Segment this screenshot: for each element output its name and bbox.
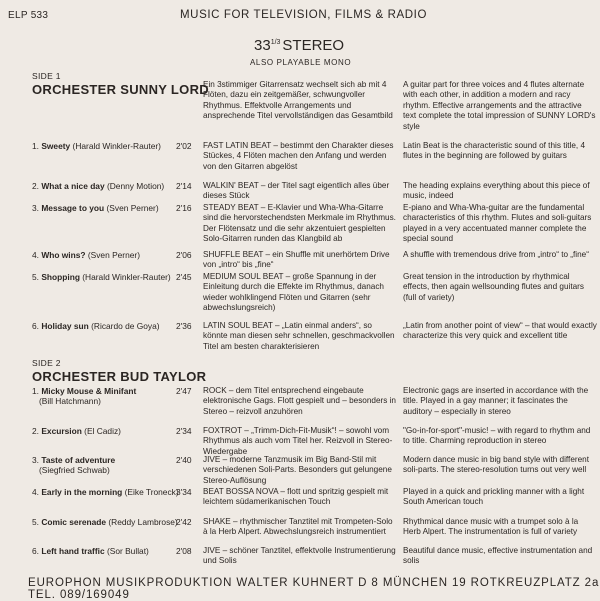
track-duration: 2'45 [176,272,192,282]
track-desc-en: Rhythmical dance music with a trumpet solo à la Herb Alpert. The instrumentation is full of variety [403,517,579,537]
speed-fraction: 1/3 [270,39,281,46]
side-1-intro-en: A guitar part for three voices and 4 flutes alternate with each other, in addition a modern and racy rhythm. Effective arrangements and the attractive text complete the total impression of SUNNY LORD's style [403,80,596,131]
track-desc-en: Beautiful dance music, effective instrumentation and solis [403,546,593,566]
track-desc-de: MEDIUM SOUL BEAT – große Spannung in der Einleitung durch die Effekte im Rhythmus, danach wieder wohlklingend Flöten und Gitarren (sehr abwechslungsreich) [203,272,384,313]
speed-label [254,37,344,54]
side-2-label: SIDE 2 [32,358,61,368]
track-desc-en: Electronic gags are inserted in accordance with the title. Played in a gay manner; it fascinates the auditory – especially in stereo [403,386,589,416]
track-title: 6. Holiday sun (Ricardo de Goya) [32,321,160,331]
track-duration: 2'02 [176,141,192,151]
track-title: 2. Excursion (El Cadiz) [32,426,121,436]
side-1-intro-de: Ein 3stimmiger Gitarrensatz wechselt sich ab mit 4 Flöten, dazu ein zeitgemäßer, schwungvoller Rhythmus. Effektvolle Arrangements und ansprechende Titel vervollständigen das Gesamtbild [203,80,393,121]
track-desc-en: The heading explains everything about this piece of music, indeed [403,181,590,201]
track-duration: 2'14 [176,181,192,191]
publisher-address: EUROPHON MUSIKPRODUKTION WALTER KUHNERT D 8 MÜNCHEN 19 ROTKREUZPLATZ 2a TEL. 089/169049 [28,577,600,601]
track-desc-de: WALKIN' BEAT – der Titel sagt eigentlich alles über dieses Stück [203,181,390,201]
track-desc-de: SHAKE – rhythmischer Tanztitel mit Trompeten-Solo à la Herb Alpert. Abwechslungsreich instrumentiert [203,517,393,537]
track-title: 5. Comic serenade (Reddy Lambrose) [32,517,178,527]
track-desc-en: Latin Beat is the characteristic sound of this title, 4 flutes in the beginning are followed by guitars [403,141,586,161]
track-duration: 2'08 [176,546,192,556]
stereo-label: STEREO [282,37,345,54]
track-duration: 2'42 [176,517,192,527]
side-1-label: SIDE 1 [32,71,61,81]
track-desc-en: A shuffle with tremendous drive from „intro“ to „fine“ [403,250,589,259]
mono-note: ALSO PLAYABLE MONO [250,58,352,67]
track-desc-de: STEADY BEAT – E-Klavier und Wha-Wha-Gitarre sind die hervorstechendsten Merkmale im Rhythmus. Der Flötensatz und die sehr akzentuiert gespielten Solo-Gitarren runden das Klangbild ab [203,203,396,244]
track-desc-en: Played in a quick and prickling manner with a light South American touch [403,487,585,507]
track-duration: 2'16 [176,203,192,213]
track-duration: 2'40 [176,455,192,465]
track-desc-de: JIVE – moderne Tanzmusik im Big Band-Stil mit verschiedenen Soli-Parts. Besonders gut gelungene Stereo-Auflösung [203,455,392,485]
track-duration: 2'47 [176,386,192,396]
track-title: 6. Left hand traffic (Sor Bullat) [32,546,149,556]
track-title: 3. Message to you (Sven Perner) [32,203,159,213]
track-desc-en: "Go-in-for-sport"-music! – with regard to rhythm and to title. Charming reproduction in stereo [403,426,591,446]
track-title: 2. What a nice day (Denny Motion) [32,181,165,191]
track-title: 4. Who wins? (Sven Perner) [32,250,140,260]
track-desc-de: JIVE – schöner Tanztitel, effektvolle Instrumentierung und Solis [203,546,396,566]
track-title: 3. Taste of adventure (Siegfried Schwab) [32,455,116,476]
track-title: 1. Sweety (Harald Winkler-Rauter) [32,141,161,151]
track-desc-de: SHUFFLE BEAT – ein Shuffle mit unerhörtem Drive von „intro“ bis „fine“ [203,250,390,270]
track-duration: 3'34 [176,487,192,497]
side-1-orchestra: ORCHESTER SUNNY LORD [32,82,209,97]
track-desc-en: E-piano and Wha-Wha-guitar are the fundamental characteristics of this rhythm. Flutes and soli-guitars played in a very accentuated manner complete the special sound [403,203,592,244]
track-title: 4. Early in the morning (Eike Troneck) [32,487,179,497]
side-2-orchestra: ORCHESTER BUD TAYLOR [32,369,207,384]
track-desc-de: FAST LATIN BEAT – bestimmt den Charakter dieses Stückes, 4 Flöten machen den Anfang und werden von den Gitarren abgelöst [203,141,394,171]
track-duration: 2'06 [176,250,192,260]
track-duration: 2'36 [176,321,192,331]
track-duration: 2'34 [176,426,192,436]
track-title: 5. Shopping (Harald Winkler-Rauter) [32,272,171,282]
track-desc-de: ROCK – dem Titel entsprechend eingebaute elektronische Gags. Flott gespielt und – besonders in Stereo – reizvoll anzuhören [203,386,396,416]
track-desc-de: LATIN SOUL BEAT – „Latin einmal anders“, so könnte man diesen sehr schnellen, geschmackvollen Titel am besten charakterisieren [203,321,395,351]
track-desc-en: „Latin from another point of view“ – that would exactly characterize this very quick and excellent title [403,321,597,341]
catalog-number: ELP 533 [8,10,49,21]
track-desc-en: Modern dance music in big band style with different soli-parts. The stereo-resolution turns out very well [403,455,589,475]
track-desc-de: BEAT BOSSA NOVA – flott und spritzig gespielt mit leichtem südamerikanischen Touch [203,487,389,507]
track-title: 1. Micky Mouse & Minifant (Bill Hatchmann) [32,386,137,407]
speed-number: 33 [254,37,271,54]
track-desc-de: FOXTROT – „Trimm-Dich-Fit-Musik“! – sowohl vom Rhythmus als auch vom Titel her. Reizvoll in Stereo-Wiedergabe [203,426,393,456]
track-desc-en: Great tension in the introduction by rhythmical effects, then again wellsounding flutes and guitars (full of variety) [403,272,585,302]
album-title: MUSIC FOR TELEVISION, FILMS & RADIO [180,9,427,21]
